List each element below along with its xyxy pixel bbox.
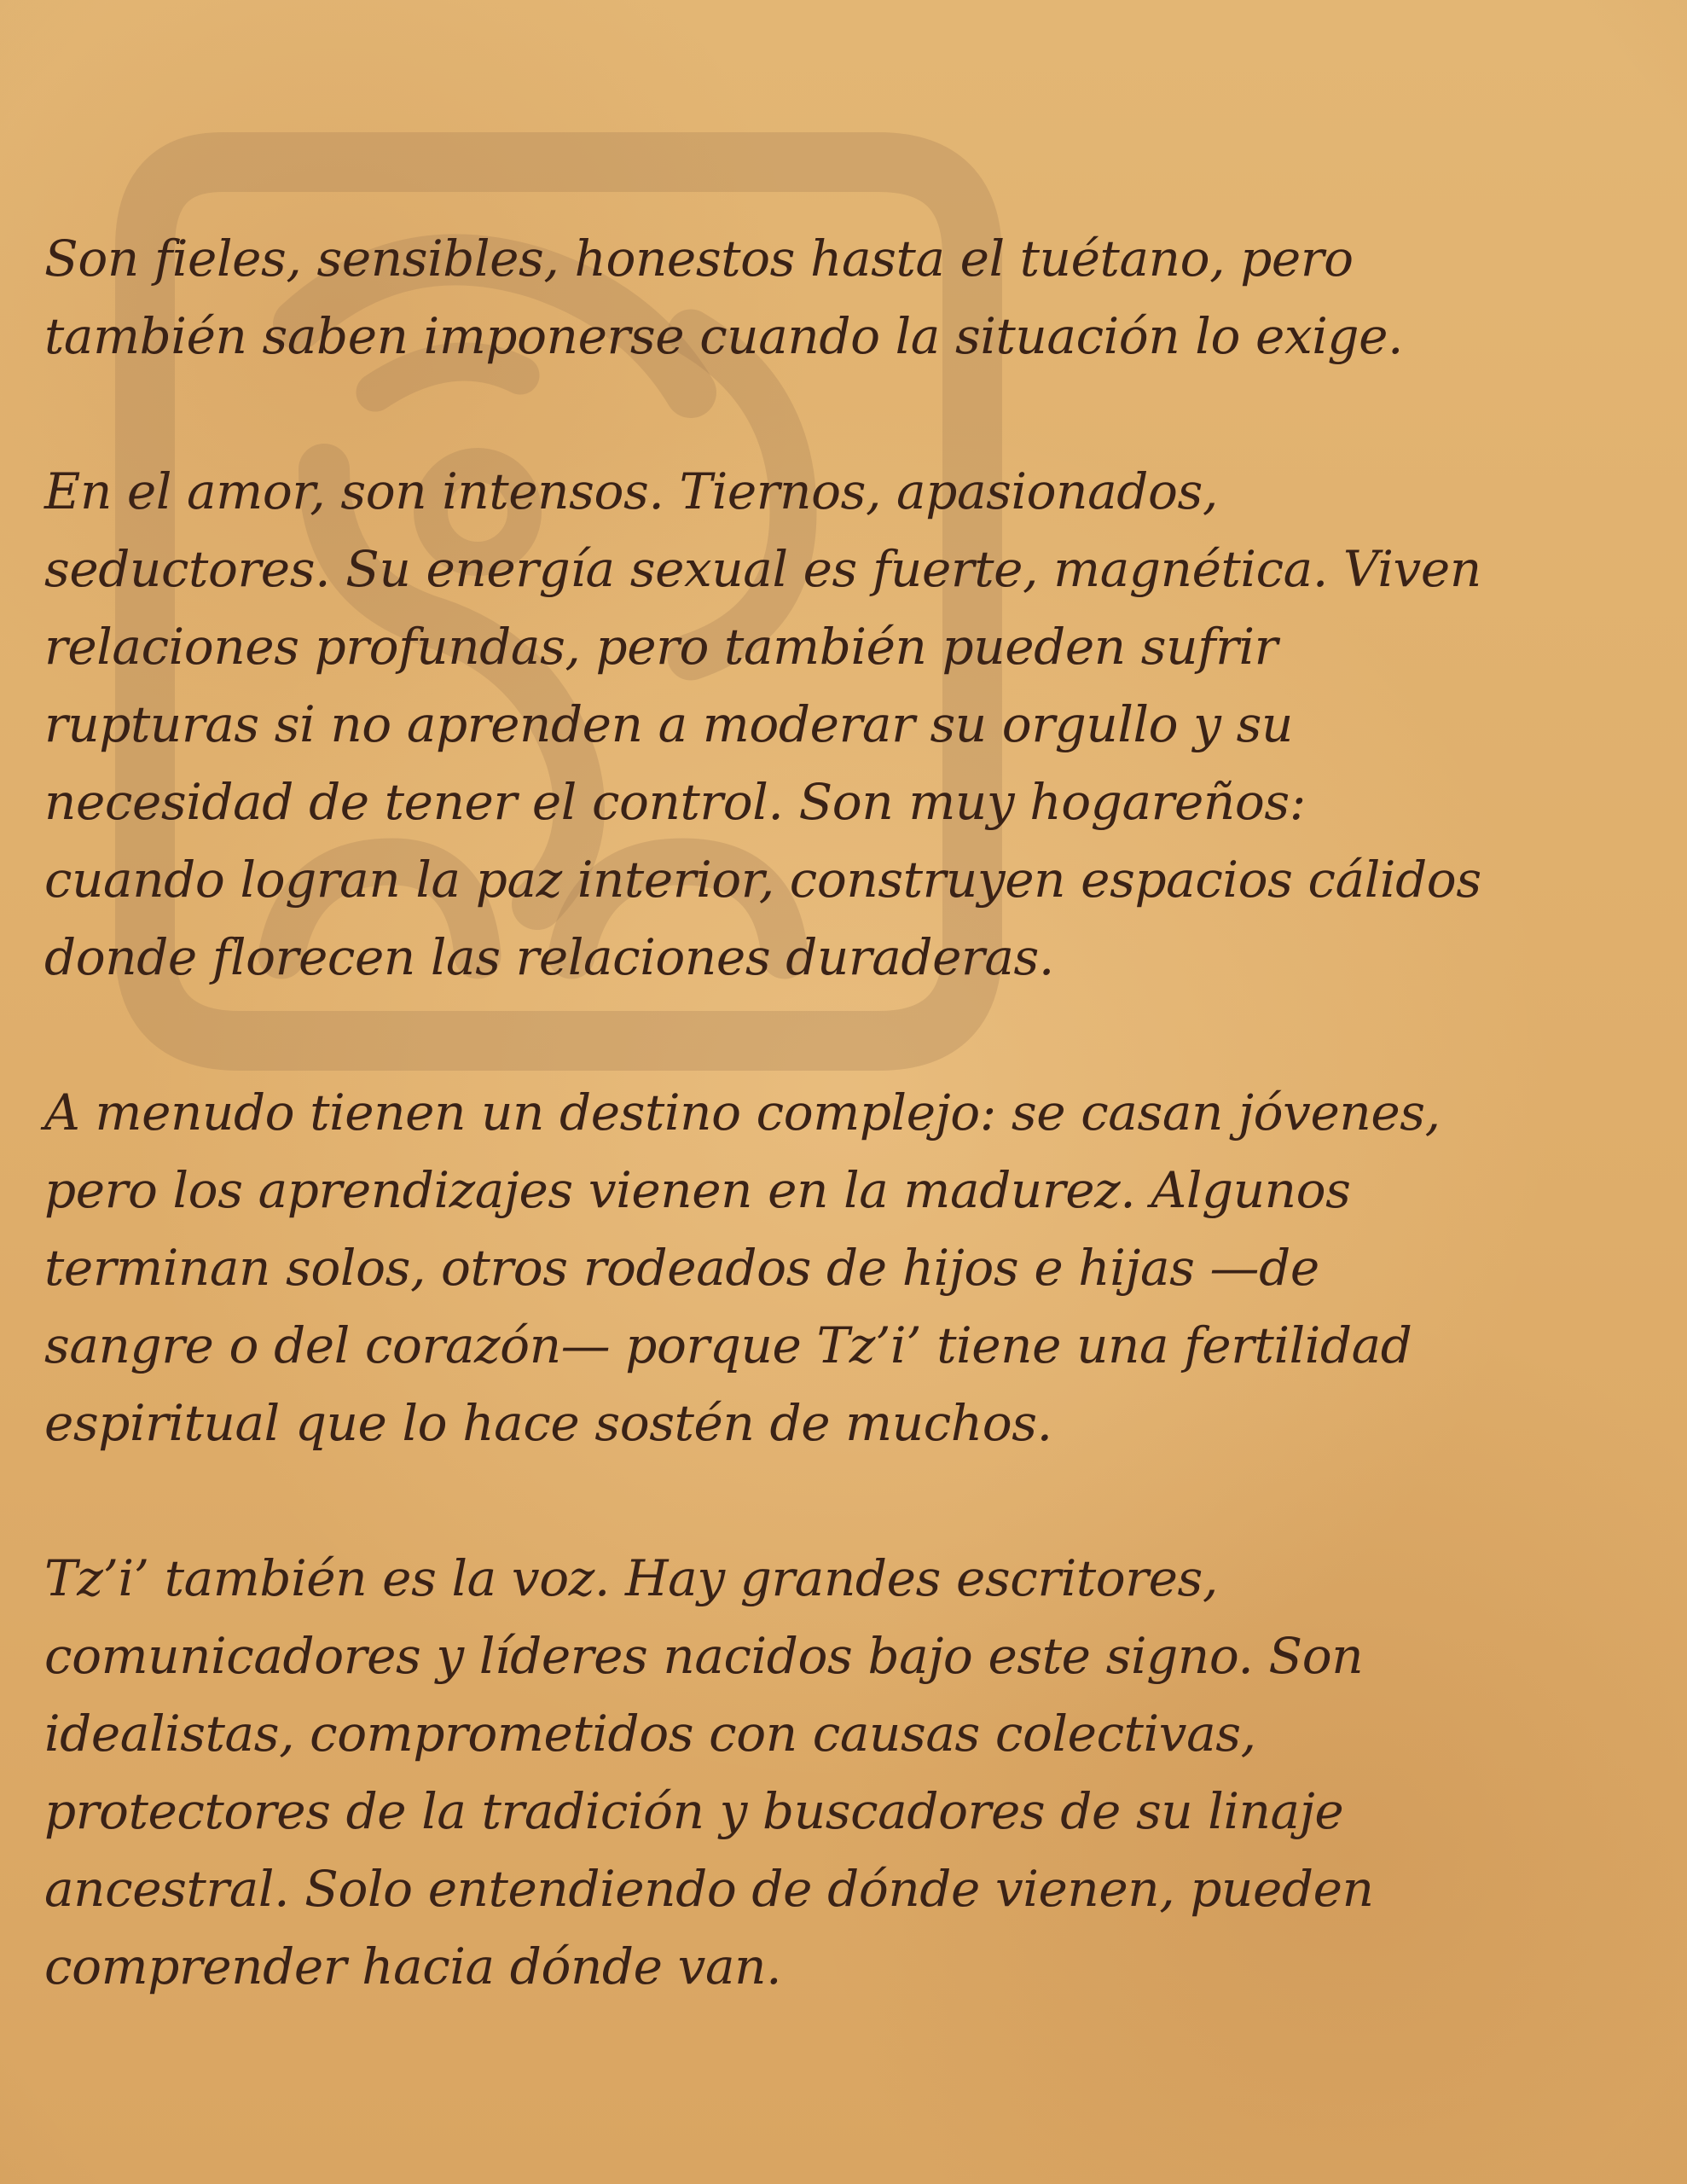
paragraph-4: Tz’i’ también es la voz. Hay grandes escritores, comunicadores y líderes nacidos bajo este signo. Son idealistas, comprometidos con causas colectivas, protectores de la tradición y buscadores de su linaje ancestral. Solo entendiendo de dónde vienen, pueden comprender hacia dónde van. — [44, 1549, 1374, 1995]
body-text — [44, 220, 1656, 2083]
paragraph-2: En el amor, son intensos. Tiernos, apasionados, seductores. Su energía sexual es fuerte, magnética. Viven relaciones profundas, pero también pueden sufrir rupturas si no aprenden a moderar su orgullo y su necesidad de tener el control. Son muy hogareños: cuando logran la paz interior, construyen espacios cálidos donde florecen las relaciones duraderas. — [44, 462, 1481, 986]
paragraph-1: Son fieles, sensibles, honestos hasta el tuétano, pero también saben imponerse cuando la situación lo exige. — [44, 229, 1404, 365]
paragraph-3: A menudo tienen un destino complejo: se casan jóvenes, pero los aprendizajes vienen en la madurez. Algunos terminan solos, otros rodeados de hijos e hijas —de sangre o del corazón— porque Tz’i’ tiene una fertilidad espiritual que lo hace sostén de muchos. — [44, 1083, 1441, 1452]
